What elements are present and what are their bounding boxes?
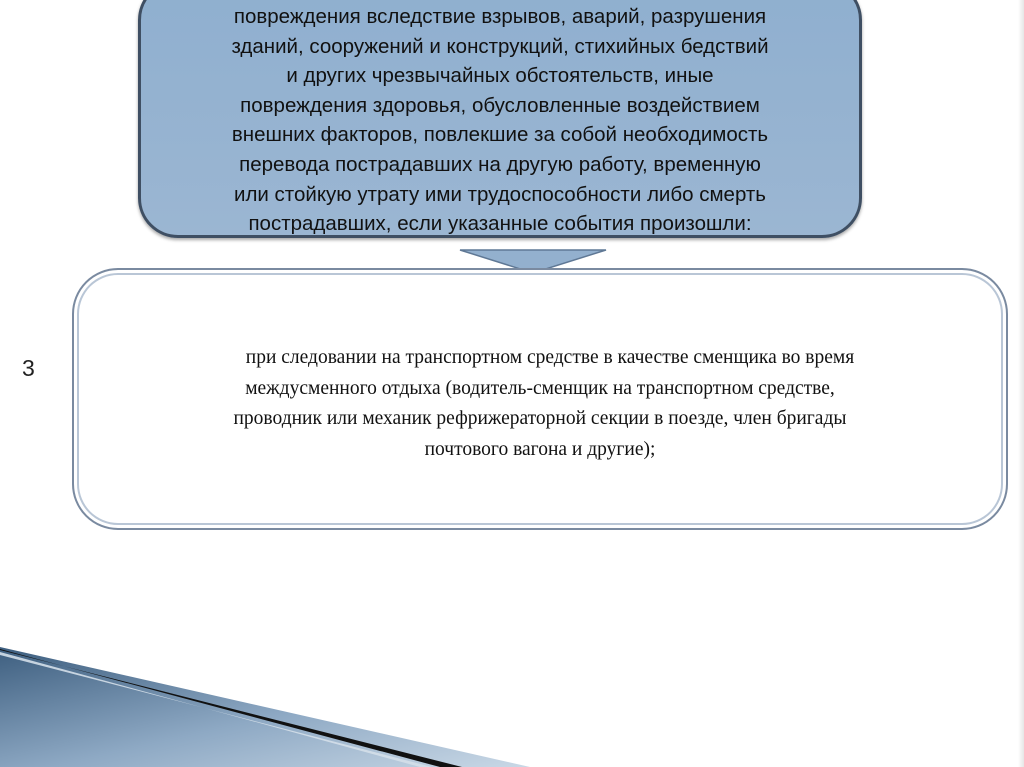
bottom-box-text xyxy=(74,343,1006,465)
bottom-box-line: проводник или механик рефрижераторной секции в поезде, член бригады xyxy=(233,408,847,429)
top-box-line: пострадавших, если указанные события произошли: xyxy=(248,212,752,236)
item-number: 3 xyxy=(22,355,35,381)
top-box-line: повреждения здоровья, обусловленные воздействием xyxy=(240,93,760,117)
top-box-line: повреждения вследствие взрывов, аварий, разрушения xyxy=(233,5,767,28)
top-box-line: зданий, сооружений и конструкций, стихийных бедствий xyxy=(231,34,769,58)
bottom-box-line: междусменного отдыха (водитель-сменщик на транспортном средстве, xyxy=(245,377,835,399)
decor-blue-wedge xyxy=(0,647,530,767)
top-box-line: внешних факторов, повлекшие за собой необходимость xyxy=(231,123,769,147)
bottom-box-line: почтового вагона и другие); xyxy=(424,438,656,460)
top-box-line: перевода пострадавших на другую работу, временную xyxy=(239,152,761,176)
bottom-description-box xyxy=(72,268,1008,530)
top-box-text xyxy=(141,2,859,238)
bottom-box-line: при следовании на транспортном средстве в качестве сменщика во время xyxy=(245,347,855,368)
top-definition-box xyxy=(138,0,862,238)
top-box-line: или стойкую утрату ими трудоспособности либо смерть xyxy=(234,182,766,206)
top-box-line: и других чрезвычайных обстоятельств, иные xyxy=(286,64,714,88)
